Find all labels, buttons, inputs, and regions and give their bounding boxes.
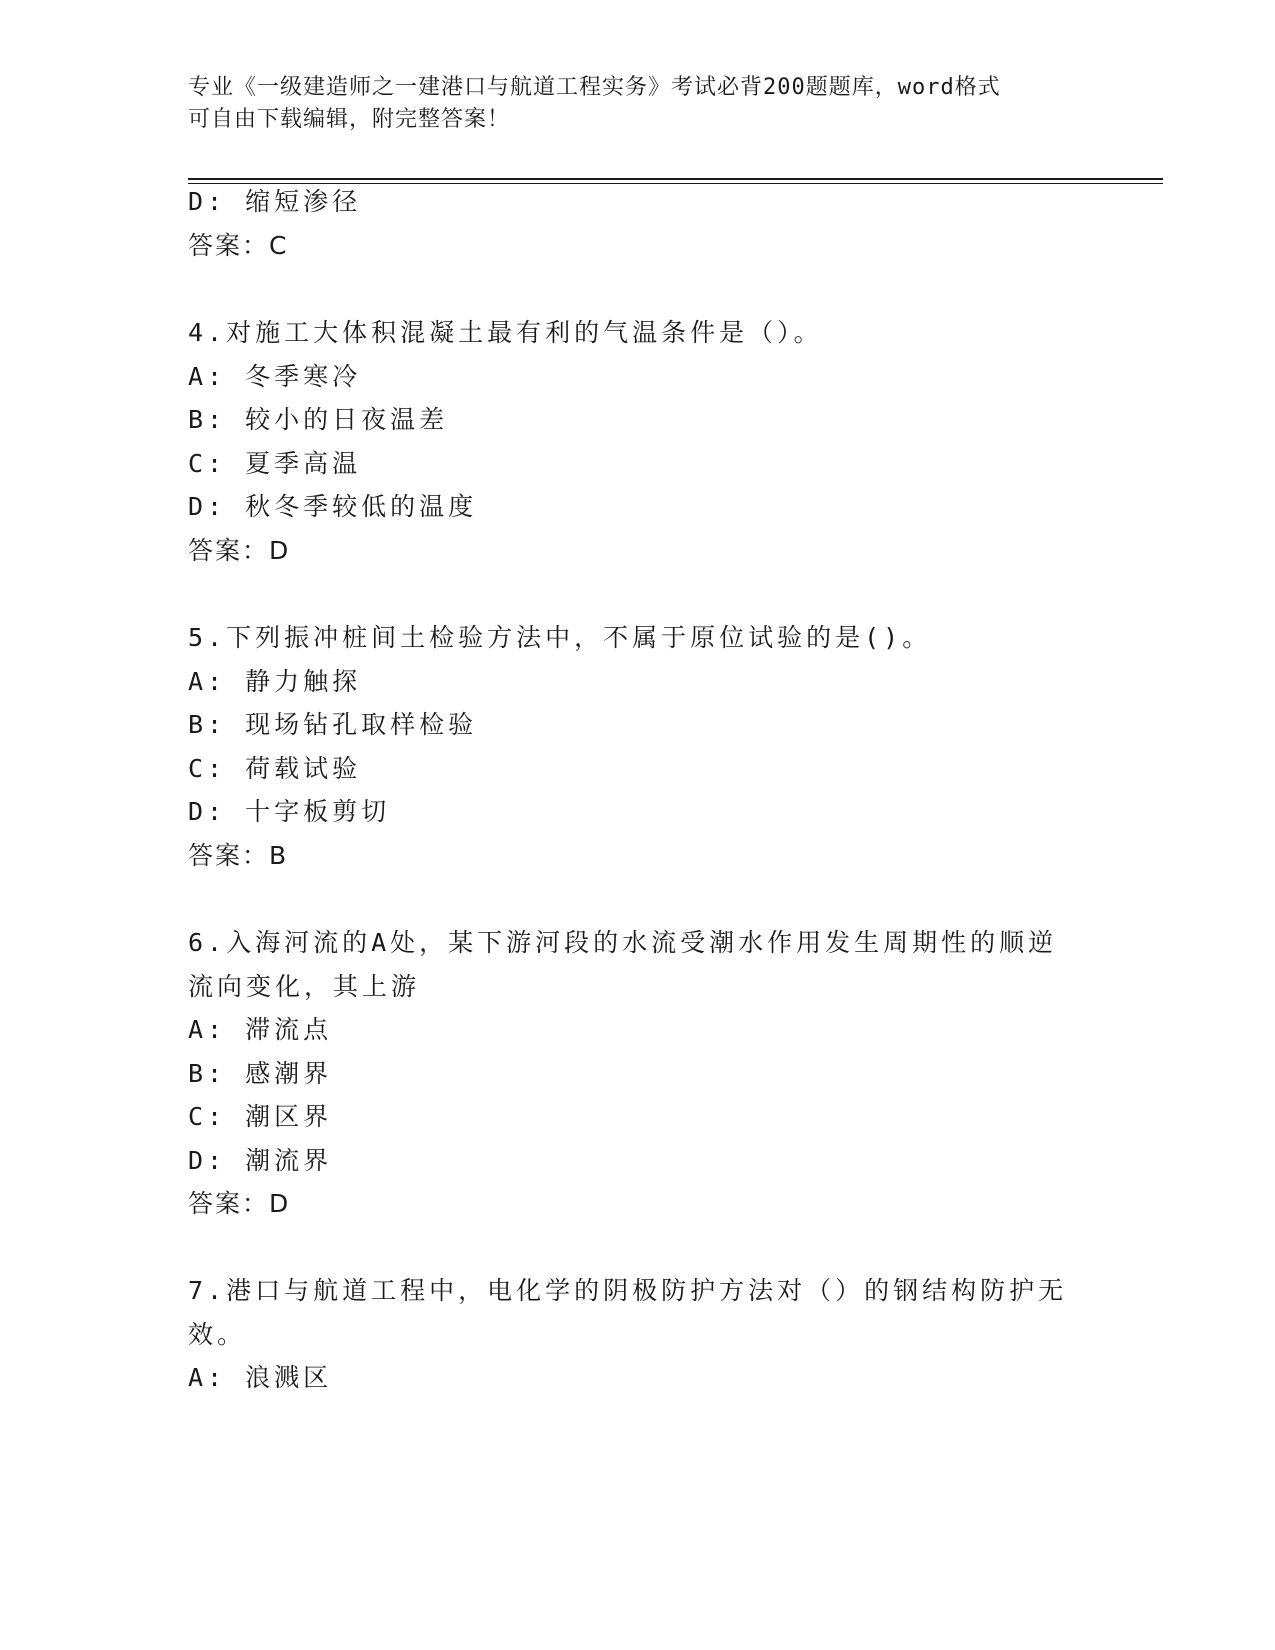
q7-question-line-2: 效。 [188, 1320, 247, 1349]
q3-answer: 答案：C [188, 231, 289, 260]
q7-option-a: A: 浪溅区 [188, 1363, 333, 1392]
q4-option-a: A: 冬季寒冷 [188, 362, 362, 391]
q5-option-a: A: 静力触探 [188, 667, 362, 696]
q6-option-b: B: 感潮界 [188, 1059, 333, 1088]
q3-option-d: D: 缩短渗径 [188, 187, 362, 216]
q4-answer: 答案：D [188, 536, 291, 565]
header-divider-thin [188, 183, 1163, 184]
q7-question-line-1: 7.港口与航道工程中，电化学的阴极防护方法对（）的钢结构防护无 [188, 1276, 1068, 1305]
q5-option-b: B: 现场钻孔取样检验 [188, 710, 478, 739]
q6-answer: 答案：D [188, 1189, 291, 1218]
header-divider [188, 178, 1163, 180]
q6-option-c: C: 潮区界 [188, 1102, 333, 1131]
q5-option-c: C: 荷载试验 [188, 754, 362, 783]
q6-question-line-2: 流向变化，其上游 [188, 972, 421, 1001]
header-line-2: 可自由下载编辑，附完整答案！ [188, 107, 511, 132]
q4-option-c: C: 夏季高温 [188, 449, 362, 478]
q6-option-d: D: 潮流界 [188, 1146, 333, 1175]
q5-question: 5.下列振冲桩间土检验方法中，不属于原位试验的是()。 [188, 623, 932, 652]
q4-question: 4.对施工大体积混凝土最有利的气温条件是（）。 [188, 318, 823, 347]
header-line-1: 专业《一级建造师之一建港口与航道工程实务》考试必背200题题库，word格式 [188, 75, 1001, 100]
q4-option-d: D: 秋冬季较低的温度 [188, 492, 478, 521]
page-header [188, 72, 1068, 136]
q6-option-a: A: 滞流点 [188, 1015, 333, 1044]
q6-question-line-1: 6.入海河流的A处，某下游河段的水流受潮水作用发生周期性的顺逆 [188, 928, 1058, 957]
q5-answer: 答案：B [188, 841, 289, 870]
q5-option-d: D: 十字板剪切 [188, 797, 391, 826]
q4-option-b: B: 较小的日夜温差 [188, 405, 449, 434]
